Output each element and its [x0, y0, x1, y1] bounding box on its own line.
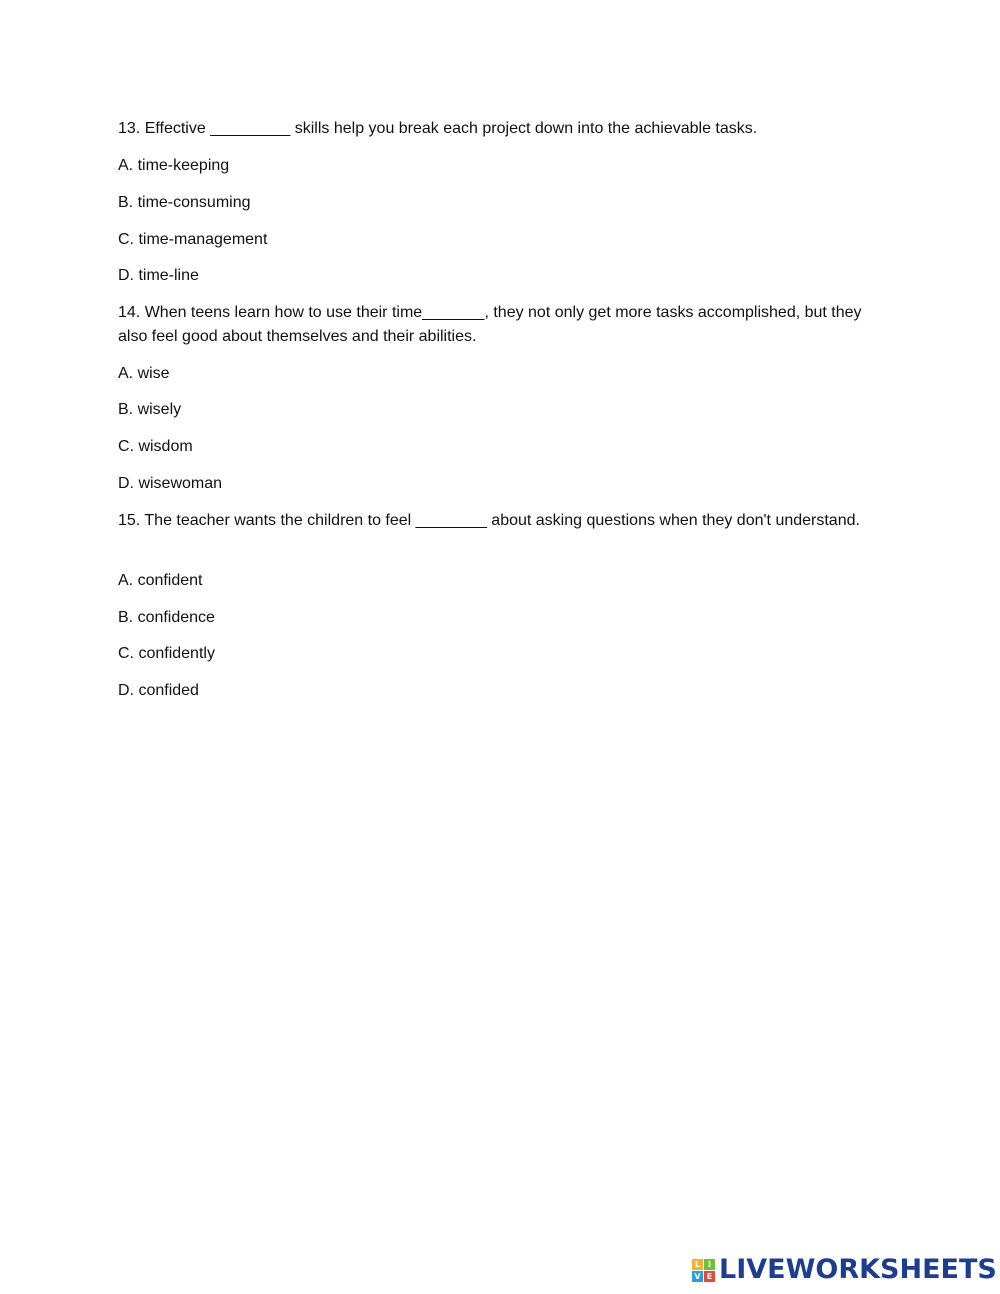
question-13-option-d: D. time-line [118, 267, 199, 284]
question-13-option-a: A. time-keeping [118, 157, 230, 174]
liveworksheets-logo [692, 1256, 997, 1284]
logo-letter-l: L [692, 1259, 703, 1270]
question-14-option-b: B. wisely [118, 401, 182, 418]
question-14-option-c: C. wisdom [118, 438, 193, 455]
question-15-option-c: C. confidently [118, 645, 215, 662]
question-13-text: 13. Effective _________ skills help you break each project down into the achievable tasks. [118, 120, 758, 137]
question-15-option-a: A. confident [118, 572, 203, 589]
logo-letter-e: E [704, 1271, 715, 1282]
live-squares-icon [692, 1259, 715, 1282]
question-13-option-c: C. time-management [118, 231, 268, 248]
question-14-option-d: D. wisewoman [118, 475, 223, 492]
brand-name: LIVEWORKSHEETS [719, 1254, 997, 1285]
logo-letter-v: V [692, 1271, 703, 1282]
question-13-option-b: B. time-consuming [118, 194, 251, 211]
question-14-option-a: A. wise [118, 365, 170, 382]
logo-letter-i: I [704, 1259, 715, 1270]
question-15-option-d: D. confided [118, 682, 199, 699]
question-15-text: 15. The teacher wants the children to feel ________ about asking questions when they don't understand. [118, 512, 860, 529]
question-14-text: 14. When teens learn how to use their time_______, they not only get more tasks accomplished, but they also feel good about themselves and their abilities. [118, 304, 862, 345]
question-15-option-b: B. confidence [118, 609, 215, 626]
